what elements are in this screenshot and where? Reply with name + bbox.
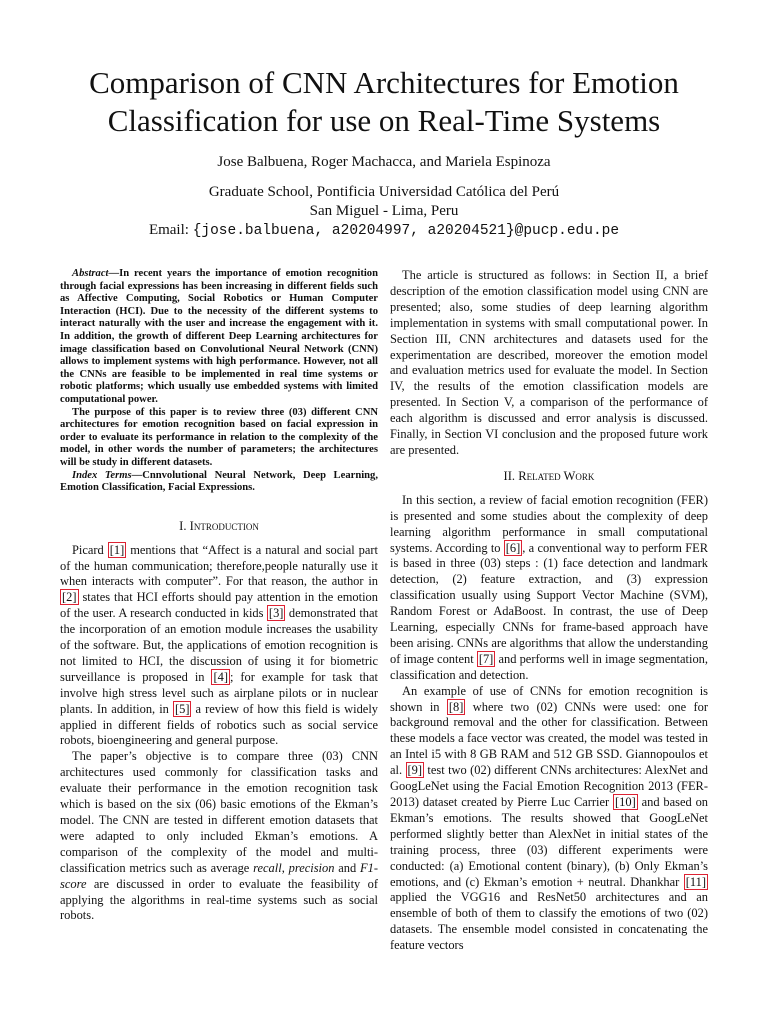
email-line: [40, 221, 728, 241]
email-label: Email:: [148, 222, 193, 238]
citation-link[interactable]: [6]: [505, 540, 521, 555]
title-line-1: Comparison of CNN Architectures for Emotion: [89, 65, 679, 100]
citation-link[interactable]: [8]: [448, 699, 464, 714]
citation-link[interactable]: [2]: [62, 590, 77, 605]
related-paragraph-2: An example of use of CNNs for emotion recognition is shown in [8] where two (02) CNNs were used: one for background removal and the other for classification. Between these models a face vector was created, the model was tested in an Intel i5 with 8 GB RAM and 512 GB SSD. Giannopoulos et al. [9] test two (02) different CNNs architectures: AlexNet and GoogLeNet using the Facial Emotion Recognition 2013 (FER-2013) dataset created by Pierre Luc Carrier [10] and based on Ekman’s emotions. The results showed that GoogLeNet performed slightly better than AlexNet in initial states of the training process, three (03) different experiments were conducted: (a) Emotional content (binary), (b) Only Ekman’s emotions, and (c) Ekman’s emotion + neutral. Dhankhar [11] applied the VGG16 and ResNet50 architectures and an ensemble of both of them to classify the emotions of two (02) datasets. The ensemble model consisted in concatenating the feature vectors: [390, 683, 708, 953]
right-column: [390, 268, 708, 1008]
abstract: [60, 268, 378, 495]
intro-paragraph-2: The paper’s objective is to compare three (03) CNN architectures used commonly for classification tasks and evaluate their performance in the emotion recognition task which is based on the six (06) basic emotions of the Ekman’s model. The CNN are tested in different emotion datasets that were adapted to only included Ekman’s emotions. A comparison of the complexity of the model and multi-classification metrics such as average recall, precision and F1-score are discussed in order to evaluate the feasibility of applying the algorithms in real-time systems such as social robots.: [60, 749, 378, 923]
title-line-2: Classification for use on Real-Time Systems: [107, 103, 661, 138]
affiliation: Graduate School, Pontificia Universidad Católica del Perú: [208, 184, 560, 200]
section-heading-related-work: II. Related Work: [503, 468, 595, 483]
index-terms: Index Terms—Cnnvolutional Neural Network, Deep Learning, Emotion Classification, Facial Expressions.: [60, 469, 378, 494]
related-paragraph-1: In this section, a review of facial emotion recognition (FER) is presented and some studies about the complexity of deep learning algorithm performance in small computational systems. According to [6] , a conventional way to perform FER is based in three (03) steps : (1) face detection and landmark detection, (2) feature extraction, and (3) expression classification usually using Support Vector Machine (SVM), Random Forest or AdaBoost. In contrast, the use of Deep Learning, especially CNNs for frame-based approach have been arising. CNNs are algorithms that allow the understanding of image content [7] and performs well in image segmentation, classification and detection.: [390, 492, 708, 682]
intro-paragraph-1: Picard [1] mentions that “Affect is a natural and social part of the human communication; therefore,people naturally use it when interacts with computer”. For that reason, the author in [2] states that HCI efforts should pay attention in the emotion of the user. A research conducted in kids [3] demonstrated that the incorporation of an emotion module increases the usability of the software. But, the applications of emotion recognition is not limited to HCI, the discussion of using it for biometric surveillance is proposed in [4] ; for example for task that involve high stress level such as airplane pilots or in nuclear plants. In addition, in [5] a review of how this field is widely applied in different fields of robotics such as social service robots, bioengineering and general purpose.: [60, 542, 378, 748]
email-address: {jose.balbuena, a20204997, a20204521}@pucp.edu.pe: [192, 223, 620, 239]
abstract-paragraph-2: The purpose of this paper is to review three (03) different CNN architectures for emotion recognition based on facial expression in order to evaluate its performance in relation to the complexity of the model, in other words the number of parameters; the architectures will be study in different datasets.: [60, 406, 378, 468]
abstract-label: Abstract: [72, 268, 109, 279]
citation-link[interactable]: [11]: [685, 874, 706, 889]
structure-paragraph: The article is structured as follows: in Section II, a brief description of the emotion classification model using CNN are presented; also, some studies of deep learning algorithm implementation in systems with small computational power. In Section III, CNN architectures and datasets used for the experimentation are described, moreover the emotion model and evaluation metrics used for evaluate the model. In Section IV, the results of the emotion classification models are presented. In Section V, a comparison of the performance of each algorithm is discussed and error analysis is discussed. Finally, in Section VI conclusion and the proposed future work are presented.: [390, 268, 708, 457]
citation-link[interactable]: [4]: [213, 669, 228, 684]
left-column: [60, 268, 378, 1008]
location: San Miguel - Lima, Peru: [309, 203, 459, 219]
citation-link[interactable]: [9]: [407, 763, 423, 778]
index-terms-label: Index Terms: [72, 469, 132, 481]
citation-link[interactable]: [7]: [478, 651, 494, 666]
affiliation-block: [40, 183, 728, 241]
abstract-paragraph-1: Abstract—In recent years the importance of emotion recognition through facial expressions has been increasing in different fields such as Affective Computing, Social Robotics or Human Computer Interaction (HCI). Due to the necessity of the different systems to interact naturally with the user and increase the engagement with it. In addition, the growth of different Deep Learning architectures for image classification based on Convolutional Neural Network (CNN) allows to implement systems with high performance. However, not all the CNNs are feasible to be implemented in real time systems or robotic platforms; which usually use embedded systems with limited computational power.: [60, 268, 378, 405]
citation-link[interactable]: [5]: [174, 701, 190, 716]
author-list: Jose Balbuena, Roger Machacca, and Mariela Espinoza: [217, 154, 551, 170]
section-heading-introduction: I. Introduction: [179, 518, 259, 533]
citation-link[interactable]: [10]: [615, 795, 636, 809]
citation-link[interactable]: [3]: [268, 606, 284, 621]
citation-link[interactable]: [1]: [109, 542, 125, 557]
paper-title: [40, 64, 728, 140]
